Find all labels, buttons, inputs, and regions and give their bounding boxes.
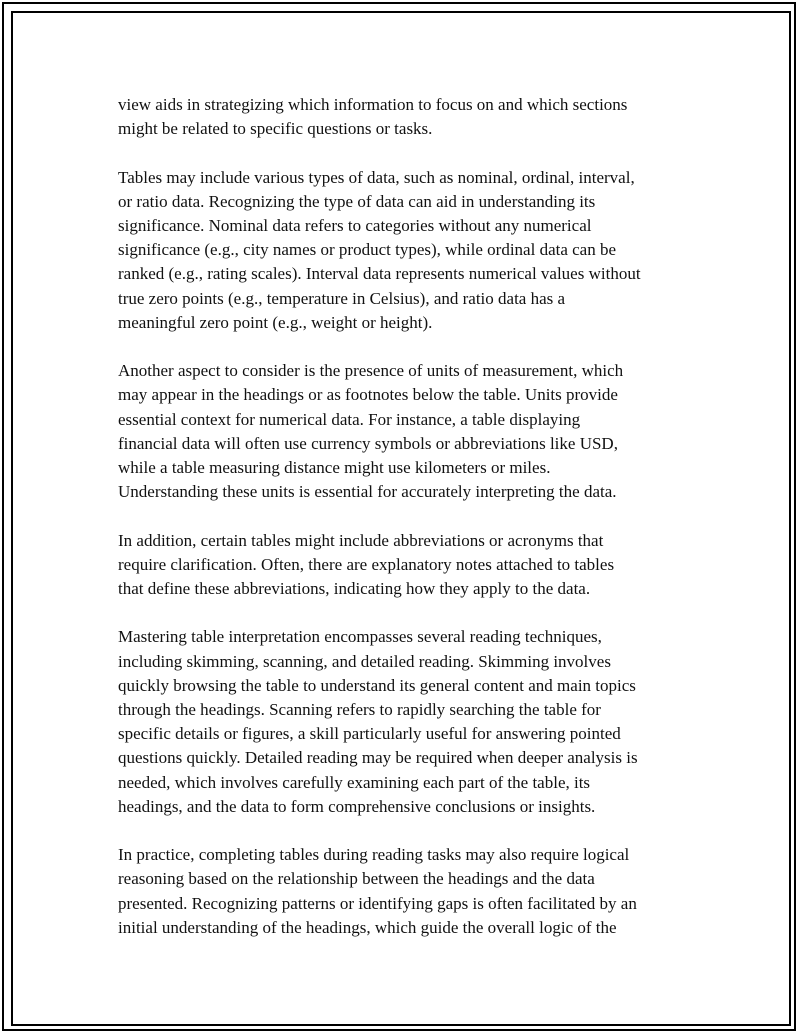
text-line: financial data will often use currency symbols or abbreviations like USD,	[118, 433, 618, 453]
text-line: In addition, certain tables might include abbreviations or acronyms that	[118, 530, 604, 550]
text-line: through the headings. Scanning refers to rapidly searching the table for	[118, 700, 601, 720]
text-line: Mastering table interpretation encompasses several reading techniques,	[118, 627, 602, 647]
text-line: while a table measuring distance might use kilometers or miles.	[118, 458, 551, 478]
text-line: needed, which involves carefully examining each part of the table, its	[118, 772, 591, 792]
text-line: may appear in the headings or as footnotes below the table. Units provide	[118, 385, 618, 405]
text-line: presented. Recognizing patterns or identifying gaps is often facilitated by an	[118, 893, 637, 913]
text-line: specific details or figures, a skill particularly useful for answering pointed	[118, 724, 621, 744]
text-line: ranked (e.g., rating scales). Interval data represents numerical values without	[118, 264, 641, 284]
text-line: meaningful zero point (e.g., weight or height).	[118, 312, 433, 332]
text-line: view aids in strategizing which information to focus on and which sections	[118, 95, 628, 114]
text-line: significance. Nominal data refers to categories without any numerical	[118, 216, 592, 235]
text-line: that define these abbreviations, indicating how they apply to the data.	[118, 579, 591, 599]
text-line: might be related to specific questions or tasks.	[118, 119, 433, 139]
paragraph-3	[118, 359, 693, 504]
text-line: In practice, completing tables during reading tasks may also require logical	[118, 845, 630, 865]
text-line: require clarification. Often, there are explanatory notes attached to tables	[118, 554, 615, 574]
text-line: Another aspect to consider is the presence of units of measurement, which	[118, 361, 624, 381]
text-line: questions quickly. Detailed reading may be required when deeper analysis is	[118, 748, 638, 768]
text-line: initial understanding of the headings, which guide the overall logic of the	[118, 917, 617, 937]
paragraph-1	[118, 93, 693, 141]
text-line: or ratio data. Recognizing the type of data can aid in understanding its	[118, 191, 596, 211]
text-line: reasoning based on the relationship between the headings and the data	[118, 869, 595, 889]
paragraph-5	[118, 625, 693, 819]
paragraph-4	[118, 529, 693, 602]
document-body	[118, 93, 693, 964]
text-line: quickly browsing the table to understand its general content and main topics	[118, 675, 636, 695]
paragraph-2	[118, 166, 693, 335]
text-line: significance (e.g., city names or product types), while ordinal data can be	[118, 240, 617, 260]
text-line: Tables may include various types of data, such as nominal, ordinal, interval,	[118, 167, 635, 187]
paragraph-6	[118, 843, 693, 940]
text-line: headings, and the data to form comprehensive conclusions or insights.	[118, 796, 596, 816]
text-line: including skimming, scanning, and detailed reading. Skimming involves	[118, 651, 611, 671]
text-line: essential context for numerical data. For instance, a table displaying	[118, 409, 581, 429]
text-line: Understanding these units is essential for accurately interpreting the data.	[118, 482, 617, 502]
text-line: true zero points (e.g., temperature in Celsius), and ratio data has a	[118, 288, 566, 308]
